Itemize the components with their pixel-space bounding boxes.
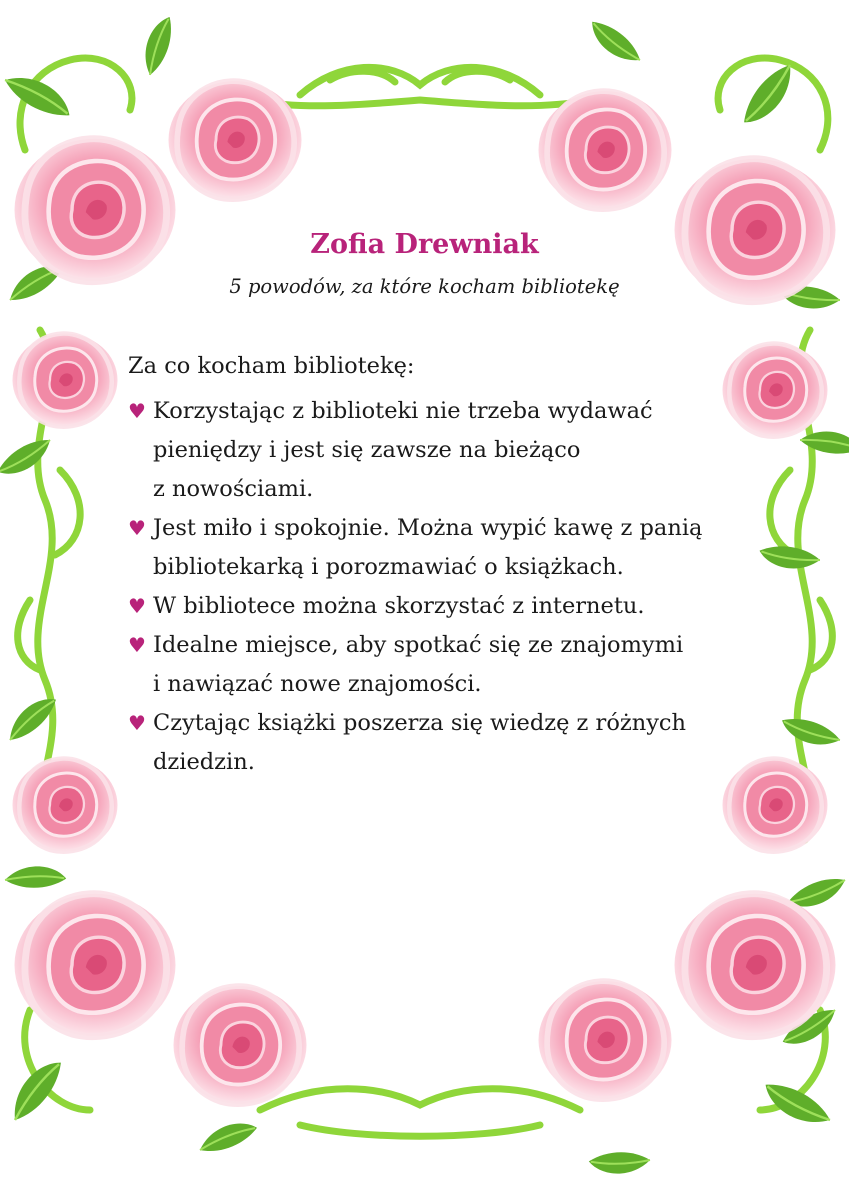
heart-icon: ♥ — [128, 633, 146, 657]
list-item — [128, 704, 768, 782]
list-item — [128, 626, 768, 704]
author-name: Zofia Drewniak — [310, 229, 539, 260]
list-item-line: Czytając książki poszerza się wiedzę z różnych — [153, 710, 687, 736]
heart-icon: ♥ — [128, 711, 146, 735]
list-item-line: z nowościami. — [153, 476, 314, 502]
list-item — [128, 509, 768, 587]
list-item-line: W bibliotece można skorzystać z internetu. — [153, 593, 645, 619]
heart-icon: ♥ — [128, 516, 146, 540]
list-item-line: Idealne miejsce, aby spotkać się ze znajomymi — [153, 632, 684, 658]
list-item-line: bibliotekarką i porozmawiać o książkach. — [153, 554, 624, 580]
document-subtitle: 5 powodów, za które kocham bibliotekę — [229, 275, 620, 298]
list-item-line: pieniędzy i jest się zawsze na bieżąco — [153, 437, 581, 463]
list-item — [128, 392, 768, 509]
list-intro: Za co kocham bibliotekę: — [128, 353, 415, 379]
list-item-line: Jest miło i spokojnie. Można wypić kawę z panią — [153, 515, 703, 541]
reasons-list — [128, 392, 768, 782]
list-item-line: Korzystając z biblioteki nie trzeba wydawać — [153, 398, 653, 424]
heart-icon: ♥ — [128, 399, 146, 423]
list-item-line: i nawiązać nowe znajomości. — [153, 671, 482, 697]
list-item — [128, 587, 768, 626]
heart-icon: ♥ — [128, 594, 146, 618]
list-item-line: dziedzin. — [153, 749, 255, 775]
